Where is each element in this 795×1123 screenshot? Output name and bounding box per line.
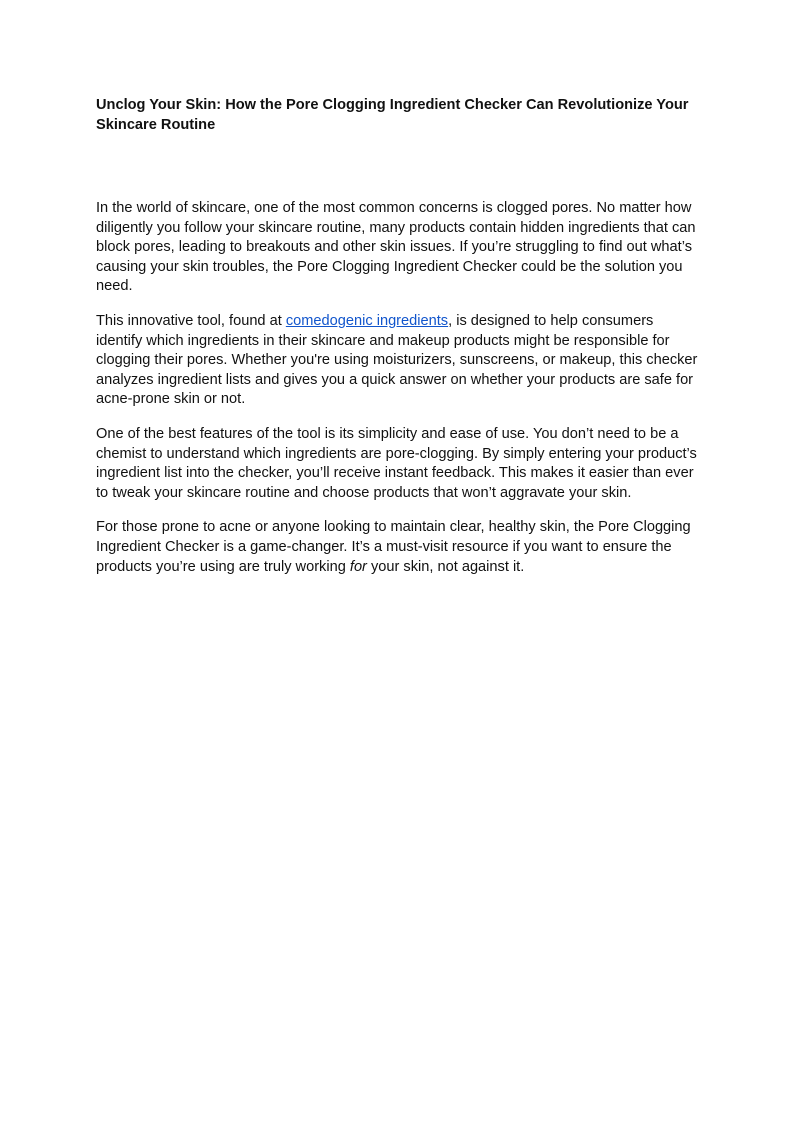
document-body — [96, 95, 698, 592]
document-title: Unclog Your Skin: How the Pore Clogging Ingredient Checker Can Revolutionize Your Skincare Routine — [96, 97, 689, 133]
emphasis-for: for — [349, 558, 367, 575]
paragraph-conclusion-rest: your skin, not against it. — [366, 558, 525, 575]
paragraph-conclusion — [96, 518, 698, 577]
paragraph-tool-lead: This innovative tool, found at — [96, 312, 286, 329]
paragraph-tool — [96, 312, 698, 410]
comedogenic-ingredients-link[interactable]: comedogenic ingredients — [285, 312, 449, 329]
paragraph-features: One of the best features of the tool is its simplicity and ease of use. You don’t need to be a chemist to understand which ingredients are pore-clogging. By simply entering your product’s ingredient list into the checker, you’ll receive instant feedback. This makes it easier than ever to tweak your skincare routine and choose products that won’t aggravate your skin. — [96, 425, 697, 501]
paragraph-conclusion-lead: For those prone to acne or anyone looking to maintain clear, healthy skin, the Pore Clogging Ingredient Checker is a game-changer. It’s a must-visit resource if you want to ensure the products you’re using are truly working — [96, 519, 691, 575]
article-body — [96, 199, 698, 577]
paragraph-tool-rest: , is designed to help consumers identify which ingredients in their skincare and makeup products might be responsible for clogging their pores. Whether you're using moisturizers, sunscreens, or makeup, this checker analyzes ingredient lists and gives you a quick answer on whether your products are safe for acne-prone skin or not. — [96, 312, 698, 408]
paragraph-intro: In the world of skincare, one of the most common concerns is clogged pores. No matter how diligently you follow your skincare routine, many products contain hidden ingredients that can block pores, leading to breakouts and other skin issues. If you’re struggling to find out what’s causing your skin troubles, the Pore Clogging Ingredient Checker could be the solution you need. — [96, 200, 696, 295]
